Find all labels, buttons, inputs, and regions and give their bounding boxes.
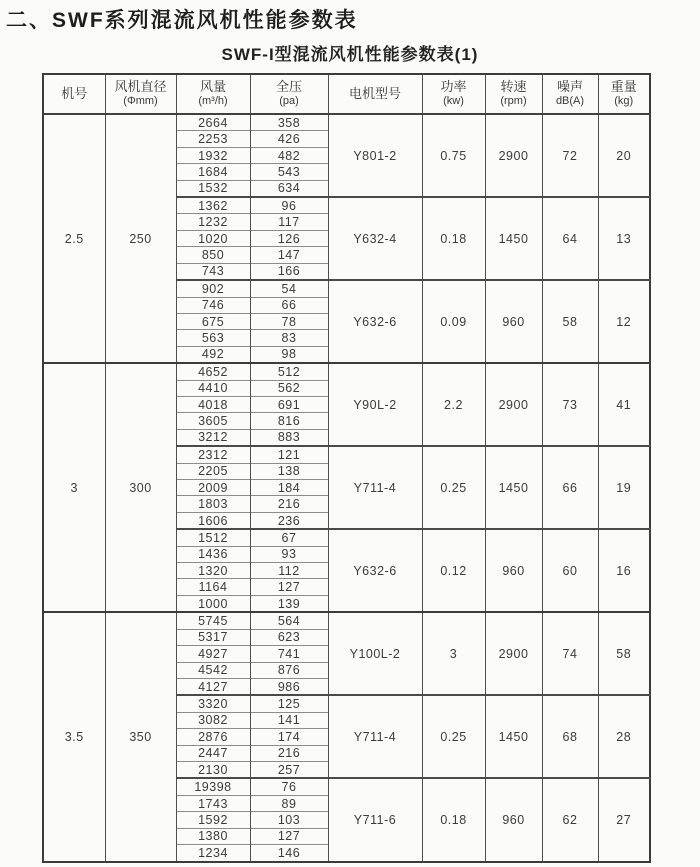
cell-air-volume: 4652 [176, 363, 250, 380]
cell-air-volume: 1164 [176, 579, 250, 595]
cell-total-pressure: 147 [250, 247, 328, 263]
cell-power: 3 [422, 612, 485, 695]
cell-power: 0.75 [422, 114, 485, 197]
cell-total-pressure: 89 [250, 795, 328, 811]
cell-weight: 13 [598, 197, 650, 280]
cell-air-volume: 2205 [176, 463, 250, 479]
cell-weight: 20 [598, 114, 650, 197]
cell-air-volume: 2130 [176, 761, 250, 778]
column-header-0: 机号 [43, 74, 105, 114]
cell-total-pressure: 125 [250, 695, 328, 712]
cell-total-pressure: 174 [250, 729, 328, 745]
cell-weight: 41 [598, 363, 650, 446]
cell-weight: 19 [598, 446, 650, 529]
cell-total-pressure: 67 [250, 529, 328, 546]
table-body [43, 114, 650, 862]
cell-air-volume: 1362 [176, 197, 250, 214]
cell-total-pressure: 103 [250, 812, 328, 828]
cell-air-volume: 3320 [176, 695, 250, 712]
table-header-row [43, 74, 650, 114]
cell-total-pressure: 98 [250, 346, 328, 363]
cell-air-volume: 492 [176, 346, 250, 363]
cell-speed: 2900 [485, 363, 542, 446]
cell-weight: 27 [598, 778, 650, 862]
cell-total-pressure: 741 [250, 646, 328, 662]
cell-air-volume: 5745 [176, 612, 250, 629]
column-header-5: 功率 (kw) [422, 74, 485, 114]
cell-air-volume: 1320 [176, 563, 250, 579]
cell-speed: 2900 [485, 114, 542, 197]
cell-total-pressure: 426 [250, 131, 328, 147]
cell-total-pressure: 358 [250, 114, 328, 131]
cell-total-pressure: 482 [250, 147, 328, 163]
cell-air-volume: 2312 [176, 446, 250, 463]
cell-air-volume: 563 [176, 330, 250, 346]
cell-speed: 960 [485, 529, 542, 612]
cell-total-pressure: 121 [250, 446, 328, 463]
column-header-unit-1: (Φmm) [123, 95, 158, 108]
column-header-unit-3: (pa) [279, 95, 299, 108]
cell-motor-model: Y632-4 [328, 197, 422, 280]
cell-noise: 73 [542, 363, 598, 446]
cell-air-volume: 4018 [176, 396, 250, 412]
cell-noise: 58 [542, 280, 598, 363]
column-header-2: 风量 (m³/h) [176, 74, 250, 114]
cell-noise: 64 [542, 197, 598, 280]
cell-air-volume: 2664 [176, 114, 250, 131]
cell-total-pressure: 816 [250, 413, 328, 429]
cell-air-volume: 1932 [176, 147, 250, 163]
cell-speed: 2900 [485, 612, 542, 695]
cell-motor-model: Y711-6 [328, 778, 422, 862]
cell-speed: 1450 [485, 446, 542, 529]
cell-motor-model: Y711-4 [328, 695, 422, 778]
cell-diameter: 350 [105, 612, 176, 862]
cell-noise: 62 [542, 778, 598, 862]
cell-total-pressure: 564 [250, 612, 328, 629]
cell-air-volume: 5317 [176, 629, 250, 645]
cell-power: 0.18 [422, 197, 485, 280]
cell-air-volume: 1000 [176, 595, 250, 612]
cell-air-volume: 3605 [176, 413, 250, 429]
column-header-3: 全压 (pa) [250, 74, 328, 114]
cell-total-pressure: 83 [250, 330, 328, 346]
table-row [43, 612, 650, 629]
cell-motor-model: Y801-2 [328, 114, 422, 197]
cell-motor-model: Y90L-2 [328, 363, 422, 446]
cell-air-volume: 1512 [176, 529, 250, 546]
cell-total-pressure: 543 [250, 164, 328, 180]
column-header-8: 重量 (kg) [598, 74, 650, 114]
cell-air-volume: 743 [176, 263, 250, 280]
cell-noise: 68 [542, 695, 598, 778]
cell-air-volume: 1743 [176, 795, 250, 811]
cell-total-pressure: 66 [250, 297, 328, 313]
cell-total-pressure: 257 [250, 761, 328, 778]
cell-total-pressure: 216 [250, 496, 328, 512]
cell-model-no: 2.5 [43, 114, 105, 363]
cell-total-pressure: 139 [250, 595, 328, 612]
column-header-6: 转速 (rpm) [485, 74, 542, 114]
page-title: 二、SWF系列混流风机性能参数表 [6, 9, 358, 32]
cell-air-volume: 1020 [176, 230, 250, 246]
cell-total-pressure: 691 [250, 396, 328, 412]
cell-total-pressure: 166 [250, 263, 328, 280]
cell-total-pressure: 76 [250, 778, 328, 795]
cell-air-volume: 746 [176, 297, 250, 313]
cell-power: 0.09 [422, 280, 485, 363]
cell-total-pressure: 93 [250, 546, 328, 562]
cell-power: 0.12 [422, 529, 485, 612]
cell-air-volume: 1380 [176, 828, 250, 844]
cell-air-volume: 4410 [176, 380, 250, 396]
cell-total-pressure: 141 [250, 712, 328, 728]
cell-noise: 72 [542, 114, 598, 197]
cell-power: 0.25 [422, 695, 485, 778]
cell-motor-model: Y632-6 [328, 280, 422, 363]
cell-total-pressure: 876 [250, 662, 328, 678]
cell-speed: 1450 [485, 197, 542, 280]
table-subtitle: SWF-I型混流风机性能参数表(1) [221, 45, 479, 64]
cell-air-volume: 675 [176, 313, 250, 329]
cell-air-volume: 1232 [176, 214, 250, 230]
cell-speed: 1450 [485, 695, 542, 778]
cell-air-volume: 4927 [176, 646, 250, 662]
cell-motor-model: Y100L-2 [328, 612, 422, 695]
cell-speed: 960 [485, 778, 542, 862]
cell-air-volume: 2447 [176, 745, 250, 761]
cell-total-pressure: 184 [250, 480, 328, 496]
cell-air-volume: 1436 [176, 546, 250, 562]
cell-air-volume: 1803 [176, 496, 250, 512]
cell-total-pressure: 623 [250, 629, 328, 645]
cell-total-pressure: 138 [250, 463, 328, 479]
cell-total-pressure: 634 [250, 180, 328, 197]
column-header-unit-5: (kw) [443, 95, 464, 108]
cell-total-pressure: 216 [250, 745, 328, 761]
cell-diameter: 250 [105, 114, 176, 363]
cell-total-pressure: 562 [250, 380, 328, 396]
cell-air-volume: 1532 [176, 180, 250, 197]
cell-total-pressure: 112 [250, 563, 328, 579]
cell-air-volume: 1684 [176, 164, 250, 180]
cell-air-volume: 19398 [176, 778, 250, 795]
cell-air-volume: 4127 [176, 678, 250, 695]
cell-motor-model: Y711-4 [328, 446, 422, 529]
column-header-unit-8: (kg) [614, 95, 634, 108]
cell-total-pressure: 54 [250, 280, 328, 297]
cell-air-volume: 1592 [176, 812, 250, 828]
column-header-unit-7: dB(A) [555, 95, 585, 108]
cell-air-volume: 2009 [176, 480, 250, 496]
cell-diameter: 300 [105, 363, 176, 612]
cell-total-pressure: 986 [250, 678, 328, 695]
cell-weight: 12 [598, 280, 650, 363]
cell-total-pressure: 96 [250, 197, 328, 214]
table-row [43, 114, 650, 131]
cell-power: 0.25 [422, 446, 485, 529]
cell-power: 2.2 [422, 363, 485, 446]
cell-total-pressure: 236 [250, 512, 328, 529]
cell-noise: 60 [542, 529, 598, 612]
table-row [43, 363, 650, 380]
column-header-1: 风机直径 (Φmm) [105, 74, 176, 114]
cell-total-pressure: 78 [250, 313, 328, 329]
cell-total-pressure: 127 [250, 579, 328, 595]
cell-noise: 74 [542, 612, 598, 695]
cell-air-volume: 2876 [176, 729, 250, 745]
cell-total-pressure: 117 [250, 214, 328, 230]
cell-model-no: 3.5 [43, 612, 105, 862]
cell-air-volume: 902 [176, 280, 250, 297]
cell-model-no: 3 [43, 363, 105, 612]
cell-air-volume: 3082 [176, 712, 250, 728]
cell-weight: 58 [598, 612, 650, 695]
cell-weight: 28 [598, 695, 650, 778]
cell-total-pressure: 127 [250, 828, 328, 844]
cell-air-volume: 4542 [176, 662, 250, 678]
cell-power: 0.18 [422, 778, 485, 862]
cell-motor-model: Y632-6 [328, 529, 422, 612]
cell-air-volume: 850 [176, 247, 250, 263]
cell-noise: 66 [542, 446, 598, 529]
cell-total-pressure: 883 [250, 429, 328, 446]
fan-performance-table [42, 73, 651, 863]
column-header-unit-2: (m³/h) [198, 95, 228, 108]
column-header-4: 电机型号 [328, 74, 422, 114]
cell-air-volume: 1606 [176, 512, 250, 529]
cell-air-volume: 3212 [176, 429, 250, 446]
column-header-unit-6: (rpm) [500, 95, 527, 108]
cell-total-pressure: 146 [250, 844, 328, 862]
cell-air-volume: 1234 [176, 844, 250, 862]
cell-speed: 960 [485, 280, 542, 363]
cell-air-volume: 2253 [176, 131, 250, 147]
cell-weight: 16 [598, 529, 650, 612]
cell-total-pressure: 126 [250, 230, 328, 246]
cell-total-pressure: 512 [250, 363, 328, 380]
column-header-7: 噪声 dB(A) [542, 74, 598, 114]
